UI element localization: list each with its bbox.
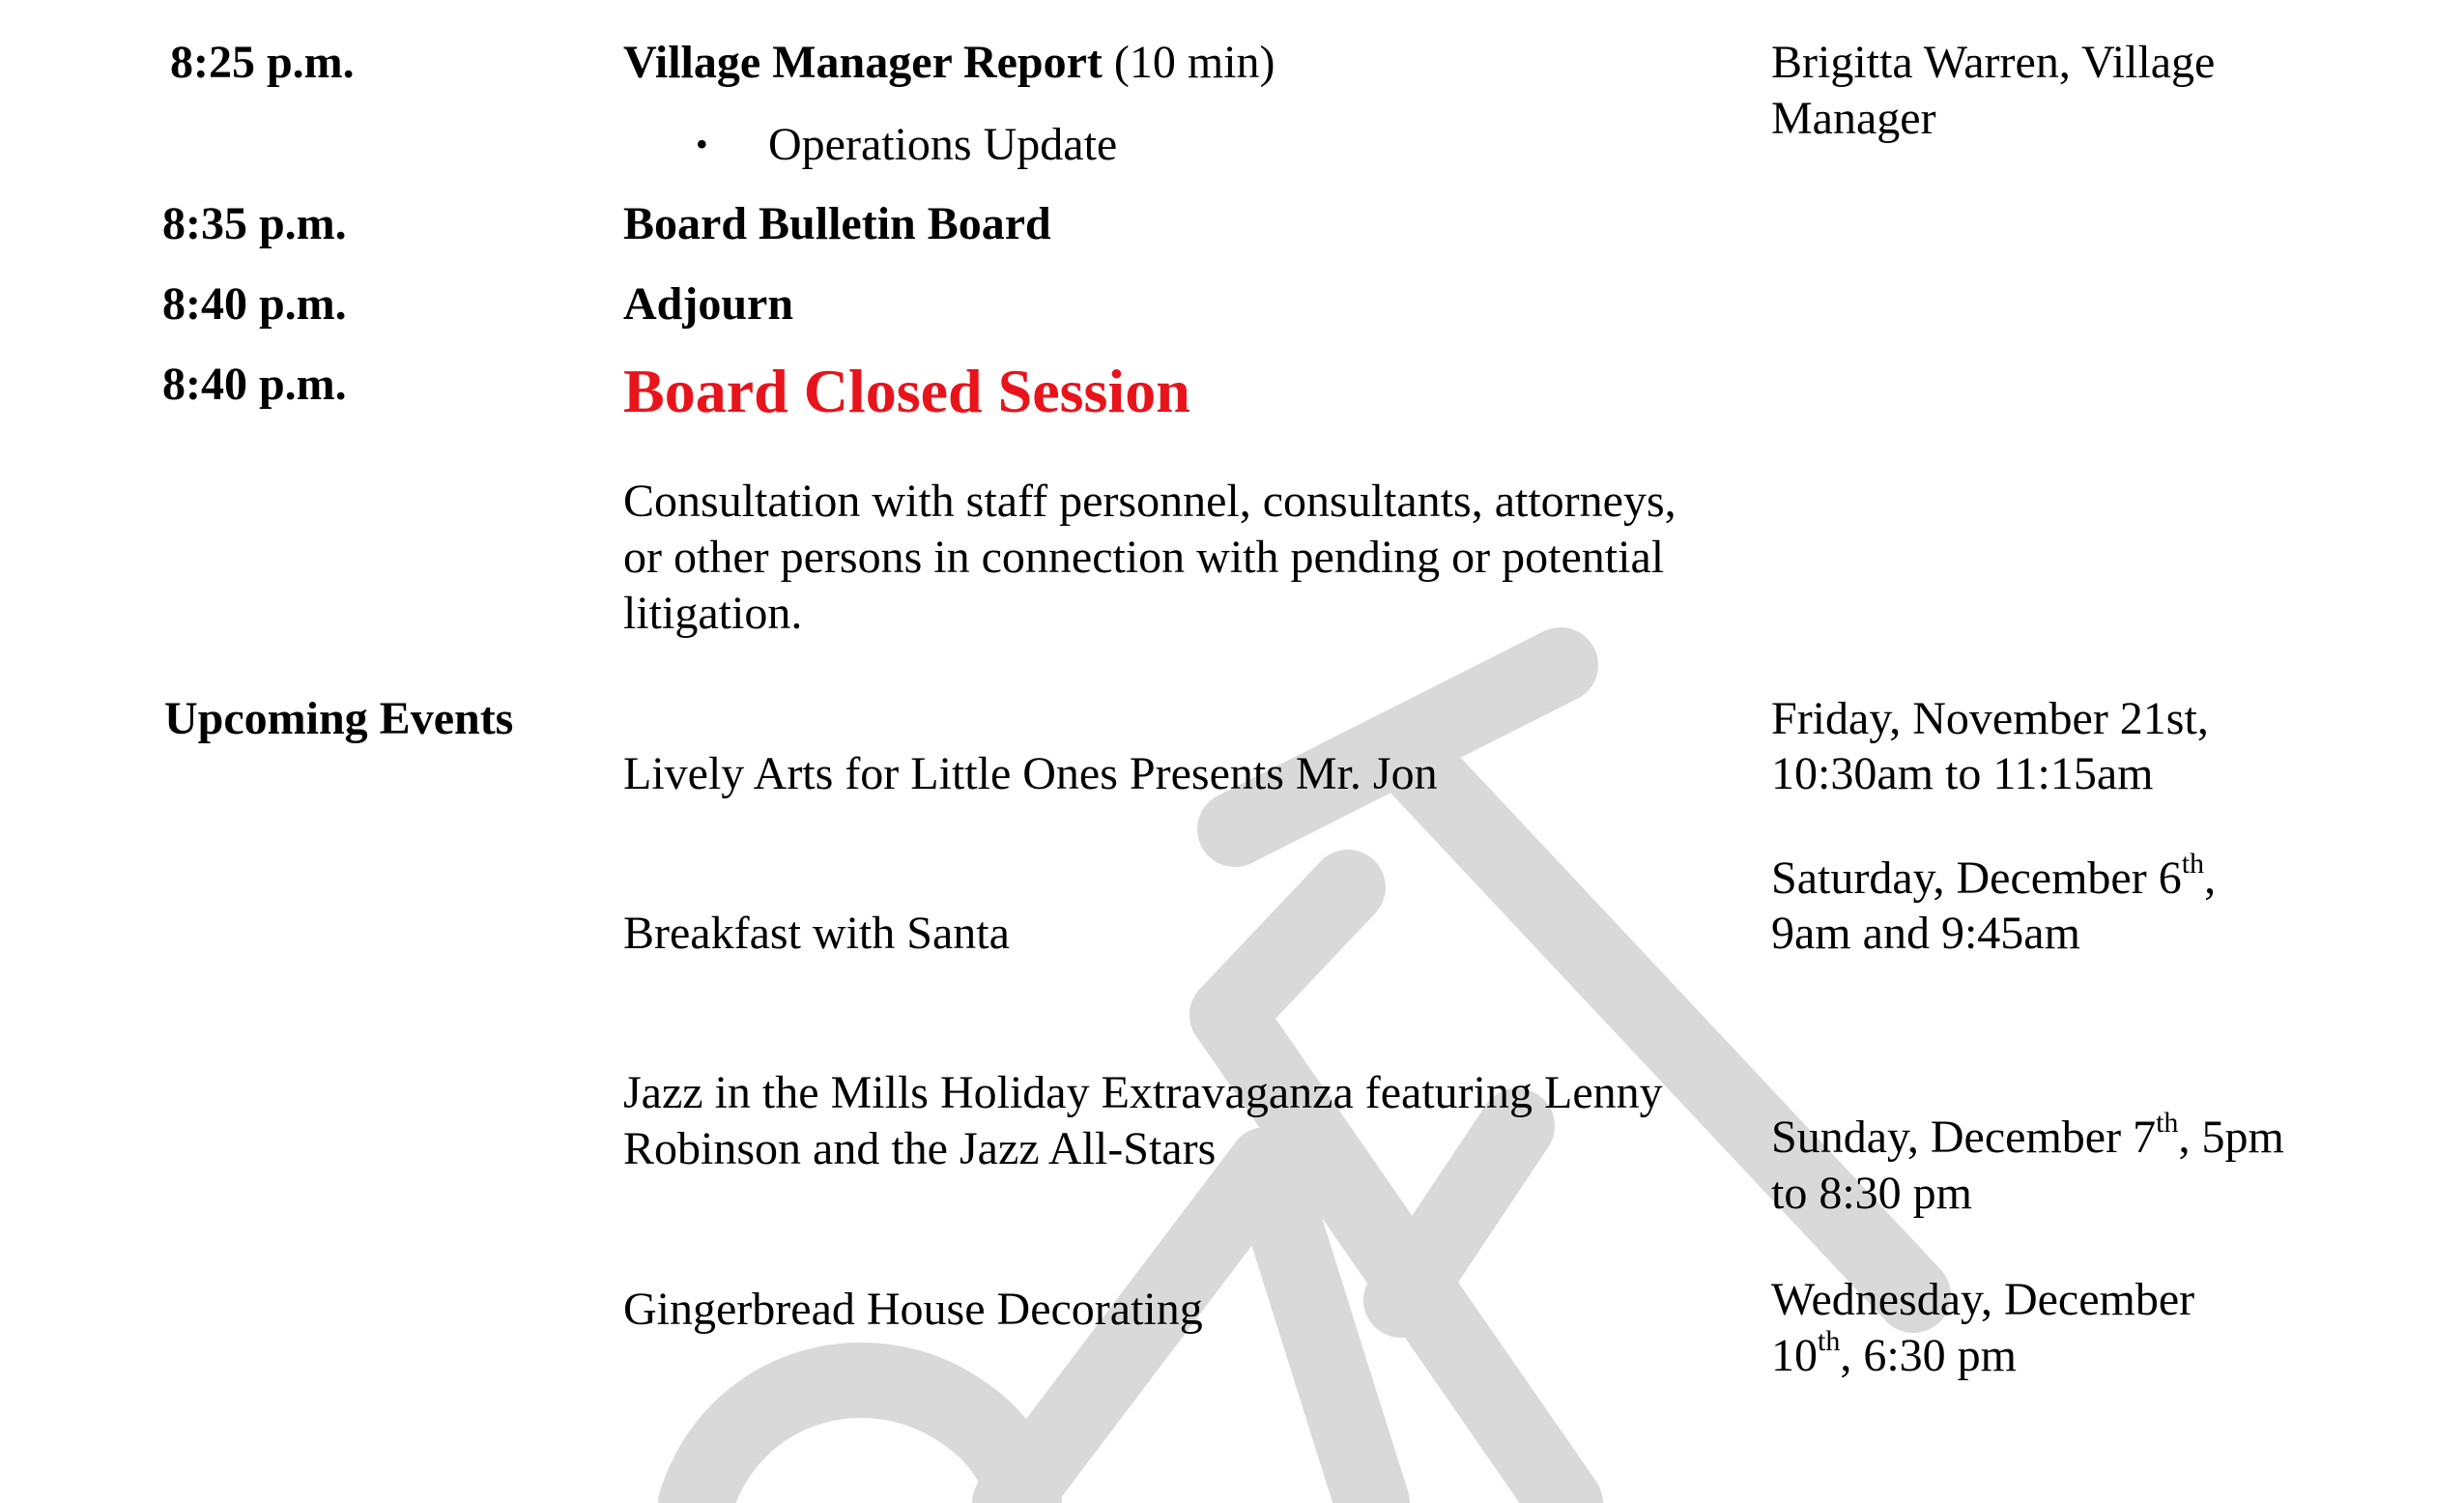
closed-session-text-line2: or other persons in connection with pending or potential [623, 532, 1665, 583]
event-lively-arts-date-line1: Friday, November 21st, [1771, 693, 2209, 744]
time-adjourn: 8:40 p.m. [162, 278, 347, 330]
watermark-letter-r-arc [696, 1380, 1024, 1503]
event-gingerbread-date-sup: th [1818, 1325, 1841, 1357]
event-breakfast-name: Breakfast with Santa [623, 908, 1010, 959]
event-gingerbread-date-pre: 10 [1771, 1330, 1818, 1381]
manager-report-presenter-line1: Brigitta Warren, Village [1771, 37, 2216, 88]
watermark-letter-f-top [1227, 887, 1348, 1015]
event-breakfast-date-pre: Saturday, December 6 [1771, 853, 2182, 904]
bullet-dot: • [696, 125, 708, 163]
manager-report-bullet-item: Operations Update [768, 119, 1118, 170]
adjourn-title: Adjourn [623, 278, 794, 330]
manager-report-heading [623, 35, 1275, 91]
bulletin-title: Board Bulletin Board [623, 198, 1051, 249]
event-jazz-date-sup: th [2156, 1107, 2179, 1139]
event-jazz-date-line2: to 8:30 pm [1771, 1168, 1973, 1219]
event-jazz-date-pre: Sunday, December 7 [1771, 1112, 2157, 1163]
event-lively-arts-name: Lively Arts for Little Ones Presents Mr. Jon [623, 748, 1438, 799]
time-closed-session: 8:40 p.m. [162, 359, 347, 410]
event-jazz-name-line1: Jazz in the Mills Holiday Extravaganza featuring Lenny [623, 1067, 1663, 1118]
time-manager-report: 8:25 p.m. [170, 37, 355, 88]
event-breakfast-date-post: , [2204, 853, 2217, 904]
closed-session-text-line3: litigation. [623, 588, 803, 639]
event-breakfast-date-sup: th [2181, 848, 2205, 880]
manager-report-presenter-line2: Manager [1771, 93, 1936, 144]
upcoming-events-heading: Upcoming Events [164, 693, 514, 744]
event-lively-arts-date-line2: 10:30am to 11:15am [1771, 748, 2154, 799]
watermark-letter-f-mid [1401, 1126, 1517, 1300]
event-jazz-date-post: , 5pm [2178, 1112, 2284, 1163]
event-gingerbread-date-post: , 6:30 pm [1840, 1330, 2018, 1381]
event-gingerbread-date-line2 [1771, 1325, 2018, 1384]
event-breakfast-date-line2: 9am and 9:45am [1771, 908, 2080, 959]
closed-session-title: Board Closed Session [623, 357, 1190, 425]
event-jazz-name-line2: Robinson and the Jazz All-Stars [623, 1123, 1217, 1174]
event-gingerbread-date-line1: Wednesday, December [1771, 1274, 2195, 1325]
event-breakfast-date-line1 [1771, 848, 2217, 907]
event-jazz-date-line1 [1771, 1107, 2284, 1166]
event-gingerbread-name: Gingerbread House Decorating [623, 1284, 1203, 1335]
manager-report-duration: (10 min) [1102, 37, 1275, 88]
manager-report-title: Village Manager Report [623, 37, 1103, 88]
closed-session-text-line1: Consultation with staff personnel, consultants, attorneys, [623, 476, 1676, 527]
time-bulletin: 8:35 p.m. [162, 198, 347, 249]
